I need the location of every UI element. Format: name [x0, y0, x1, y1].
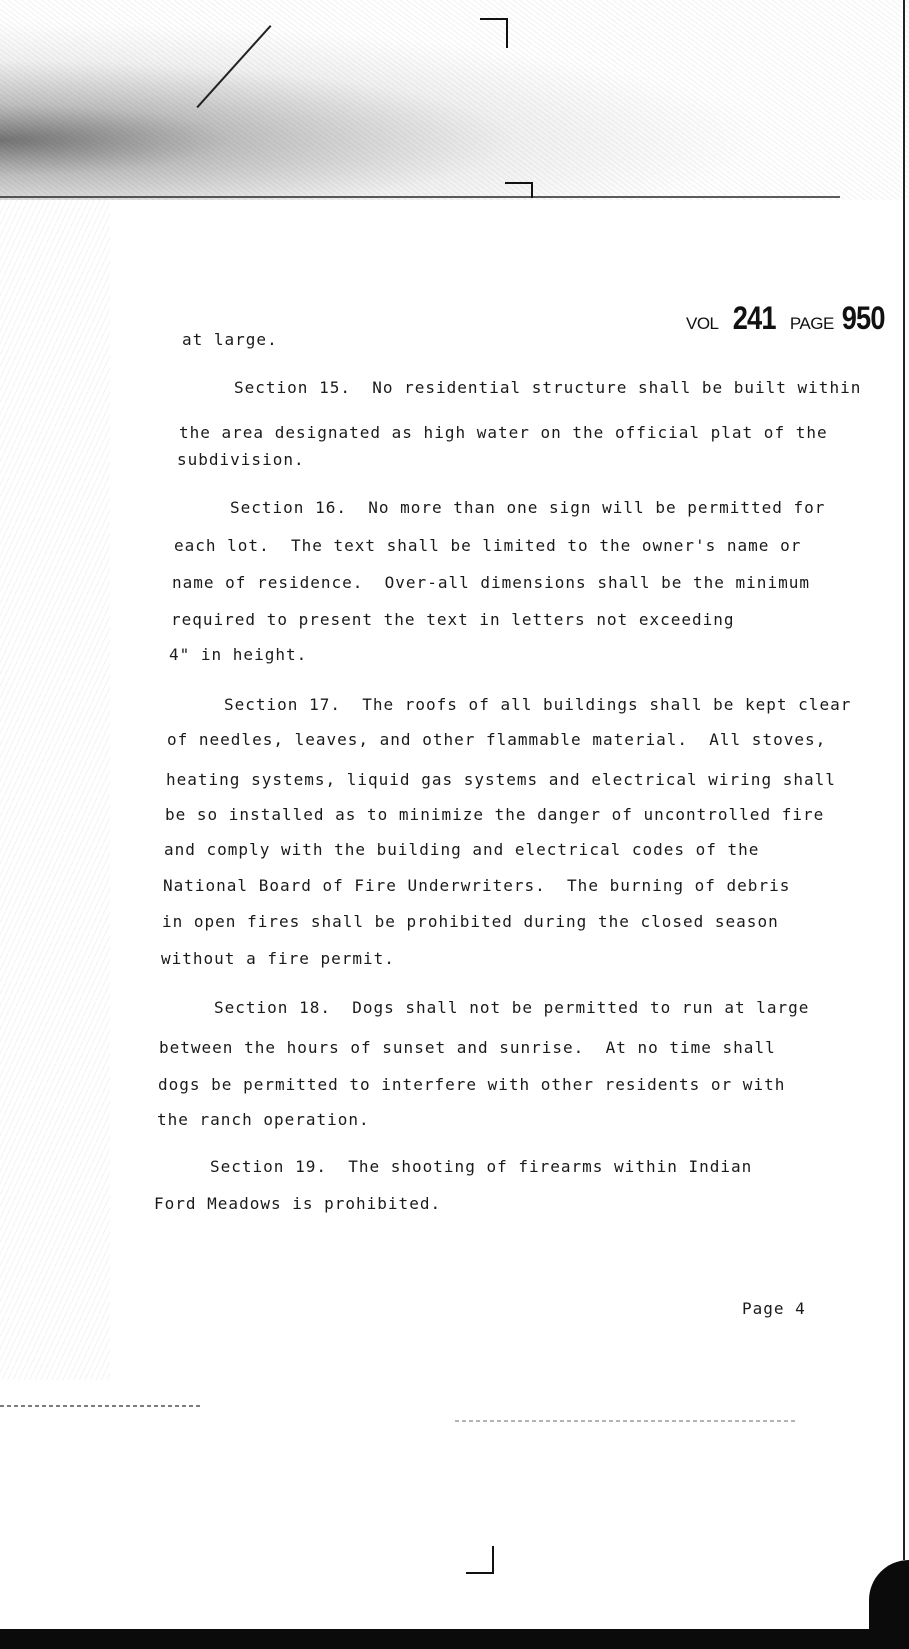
text-line: at large. — [182, 330, 278, 349]
scan-shadow-top — [0, 0, 909, 200]
page-number: 950 — [842, 300, 885, 336]
scan-border-bottom — [0, 1629, 909, 1649]
scan-edge-right — [903, 0, 905, 1560]
text-line: dogs be permitted to interfere with other residents or with — [158, 1075, 786, 1094]
scan-dash-line-left — [0, 1405, 200, 1407]
page-label: PAGE — [789, 314, 834, 333]
text-line: 4" in height. — [169, 645, 308, 664]
text-line: in open fires shall be prohibited during the closed season — [162, 912, 779, 931]
text-line: heating systems, liquid gas systems and electrical wiring shall — [166, 770, 836, 789]
page-footer-number: Page 4 — [742, 1299, 806, 1318]
scan-dash-line-right — [455, 1420, 795, 1422]
text-line: between the hours of sunset and sunrise. At no time shall — [159, 1038, 776, 1057]
crop-mark-top-small — [505, 182, 533, 198]
crop-mark-bottom — [466, 1546, 494, 1574]
text-line: subdivision. — [177, 450, 305, 469]
text-line: the area designated as high water on the official plat of the — [179, 423, 828, 442]
scan-border-corner — [869, 1560, 909, 1649]
section-18-heading-line: Section 18. Dogs shall not be permitted to run at large — [214, 998, 810, 1017]
volume-page-stamp — [686, 300, 889, 337]
section-16-heading-line: Section 16. No more than one sign will be permitted for — [230, 498, 826, 517]
text-line: of needles, leaves, and other flammable material. All stoves, — [167, 730, 827, 749]
section-17-heading-line: Section 17. The roofs of all buildings shall be kept clear — [224, 695, 852, 714]
text-line: name of residence. Over-all dimensions shall be the minimum — [172, 573, 810, 592]
text-line: each lot. The text shall be limited to the owner's name or — [174, 536, 802, 555]
text-line: and comply with the building and electrical codes of the — [164, 840, 760, 859]
crop-mark-top — [480, 18, 508, 48]
section-15-heading-line: Section 15. No residential structure shall be built within — [234, 378, 862, 397]
vol-number: 241 — [732, 300, 776, 336]
text-line: National Board of Fire Underwriters. The burning of debris — [163, 876, 791, 895]
scan-speckle-left — [0, 200, 110, 1380]
text-line: be so installed as to minimize the danger of uncontrolled fire — [165, 805, 825, 824]
vol-label: VOL — [686, 314, 719, 333]
text-line: without a fire permit. — [161, 949, 395, 968]
section-19-heading-line: Section 19. The shooting of firearms within Indian — [210, 1157, 753, 1176]
text-line: required to present the text in letters not exceeding — [171, 610, 735, 629]
text-line: Ford Meadows is prohibited. — [154, 1194, 442, 1213]
text-line: the ranch operation. — [157, 1110, 370, 1129]
page-fold-edge — [0, 196, 840, 198]
